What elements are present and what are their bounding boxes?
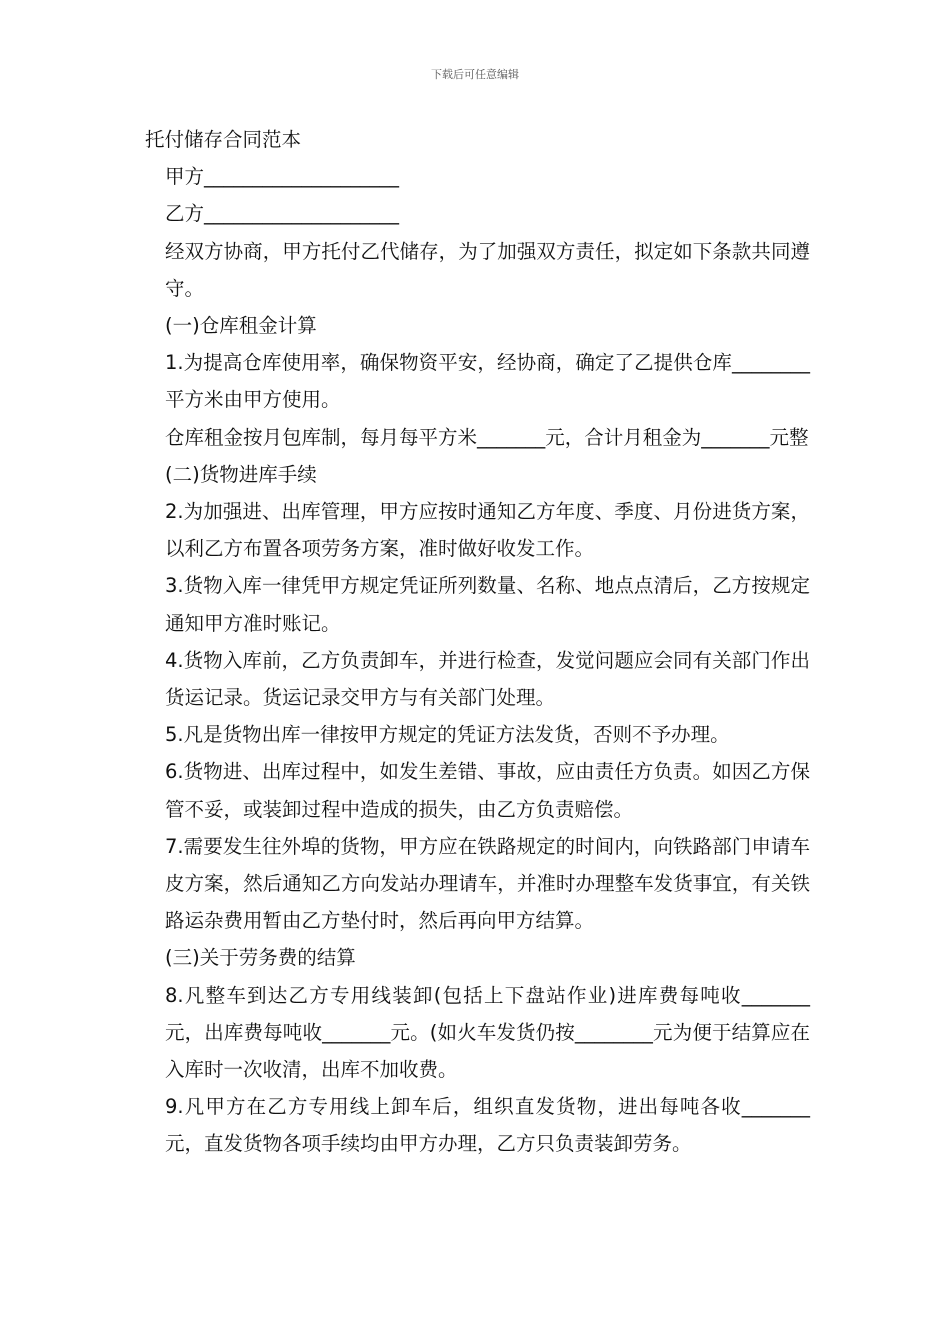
clause-paragraph: 6.货物进、出库过程中，如发生差错、事故，应由责任方负责。如因乙方保管不妥，或装卸过程中造成的损失，由乙方负责赔偿。 [165,760,810,821]
clause-paragraph: 4.货物入库前，乙方负责卸车，并进行检查，发觉问题应会同有关部门作出货运记录。货运记录交甲方与有关部门处理。 [165,648,810,710]
clause-paragraph: 3.货物入库一律凭甲方规定凭证所列数量、名称、地点点清后，乙方按规定通知甲方准时账记。 [165,574,810,635]
document-title: 托付储存合同范本 [145,128,302,151]
clause-paragraph: 2.为加强进、出库管理，甲方应按时通知乙方年度、季度、月份进货方案，以利乙方布置各项劳务方案，准时做好收发工作。 [165,500,810,561]
header-note: 下载后可任意编辑 [431,68,519,81]
clause-paragraph: 9.凡甲方在乙方专用线上卸车后，组织直发货物，进出每吨各收_______元，直发货物各项手续均由甲方办理，乙方只负责装卸劳务。 [165,1095,810,1156]
document-body [145,121,810,1163]
clause-paragraph: 1.为提高仓库使用率，确保物资平安，经协商，确定了乙提供仓库________平方米由甲方使用。 [165,351,810,412]
party-a-line: 甲方____________________ [165,165,400,189]
clause-paragraph: 5.凡是货物出库一律按甲方规定的凭证方法发货，否则不予办理。 [165,723,730,747]
section-heading: (三)关于劳务费的结算 [165,946,356,970]
clause-paragraph: 8.凡整车到达乙方专用线装卸(包括上下盘站作业)进库费每吨收_______元，出库费每吨收_______元。(如火车发货仍按________元为便于结算应在入库时一次收清，出库不加收费。 [165,983,810,1082]
preamble-paragraph: 经双方协商，甲方托付乙代储存，为了加强双方责任，拟定如下条款共同遵守。 [165,239,810,300]
section-heading: (二)货物进库手续 [165,462,317,486]
section-heading: (一)仓库租金计算 [165,314,317,338]
party-b-line: 乙方____________________ [165,202,400,226]
clause-paragraph: 仓库租金按月包库制，每月每平方米_______元，合计月租金为_______元整 [165,425,809,449]
clause-paragraph: 7.需要发生往外埠的货物，甲方应在铁路规定的时间内，向铁路部门申请车皮方案，然后通知乙方向发站办理请车，并准时办理整车发货事宜，有关铁路运杂费用暂由乙方垫付时，然后再向甲方结算。 [165,834,810,933]
